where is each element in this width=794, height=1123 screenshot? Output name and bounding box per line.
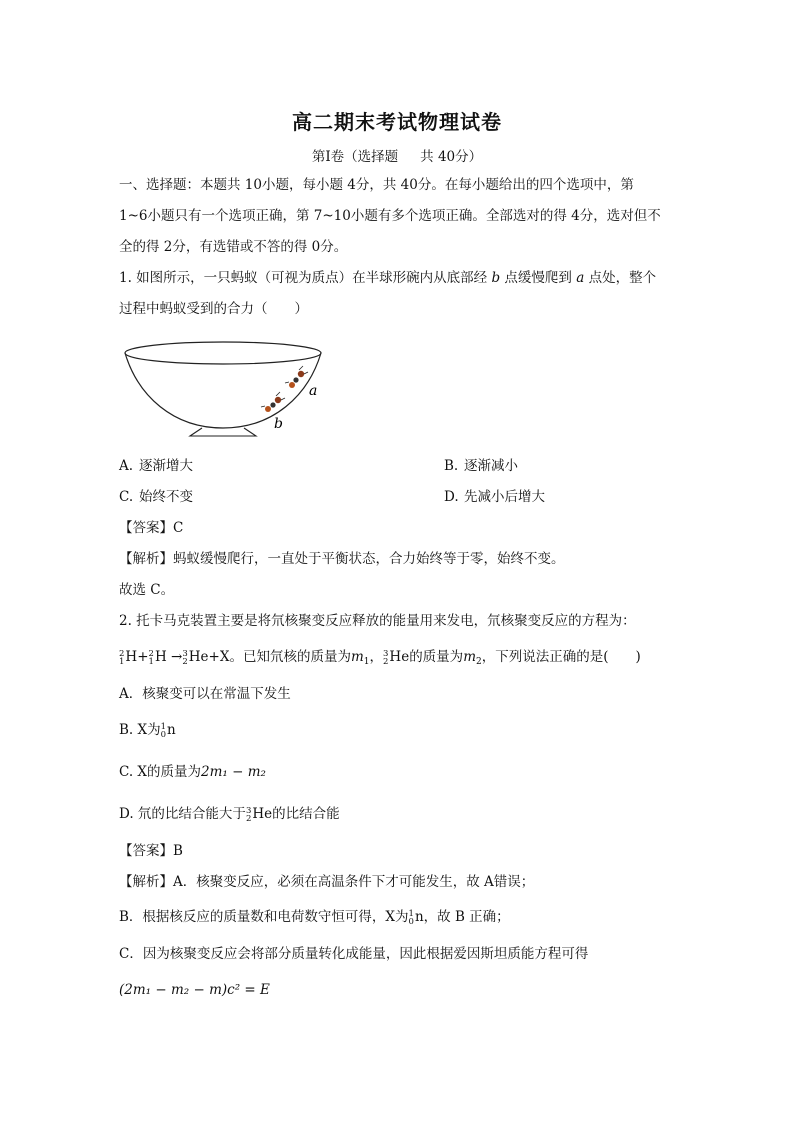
q1-stem-line2: 过程中蚂蚁受到的合力（ ）	[119, 301, 308, 317]
q1-answer: 【答案】C	[119, 520, 184, 536]
instructions-line: 1~6小题只有一个选项正确，第 7~10小题有多个选项正确。全部选对的得 4分，选对但不	[119, 208, 661, 224]
helium-nuclide: 3 2 He	[383, 648, 410, 667]
section-subtitle	[0, 145, 794, 165]
q1-analysis: 【解析】蚂蚁缓慢爬行，一直处于平衡状态，合力始终等于零，始终不变。	[119, 551, 565, 567]
helium-nuclide: 3 2 He	[245, 805, 273, 824]
label-a: a	[309, 383, 318, 399]
q2-stem: 2. 托卡马克装置主要是将氘核聚变反应释放的能量用来发电，氘核聚变反应的方程为：	[119, 613, 636, 629]
q2-option-b: B. X为 1 0 n	[119, 721, 176, 740]
neutron-nuclide: 1 0 n	[408, 908, 424, 927]
neutron-nuclide: 1 0 n	[160, 721, 176, 740]
q1-option-b: B. 逐渐减小	[444, 458, 518, 474]
instructions-line: 全的得 2分，有选错或不答的得 0分。	[119, 239, 348, 255]
subtitle-part2: 共 40分）	[420, 149, 483, 165]
subtitle-part1: 第Ⅰ卷（选择题	[311, 149, 399, 165]
q1-stem: 1. 如图所示，一只蚂蚁（可视为质点）在半球形碗内从底部经 b 点缓慢爬到 a 点处，整个	[119, 270, 657, 286]
helium-nuclide: 3 2 He	[182, 648, 209, 667]
q2-analysis-c: C．因为核聚变反应会将部分质量转化成能量，因此根据爱因斯坦质能方程可得	[119, 946, 589, 962]
instructions-line: 一、选择题：本题共 10小题，每小题 4分，共 40分。在每小题给出的四个选项中，第	[119, 177, 634, 193]
q2-analysis-a: 【解析】A．核聚变反应，必须在高温条件下才可能发生，故 A错误；	[119, 874, 535, 890]
ant-icon	[285, 366, 308, 388]
mass-energy-formula: (2m₁ − m₂ − m)c² = E	[119, 982, 270, 998]
deuterium-nuclide: 2 1 H	[148, 648, 167, 667]
deuterium-nuclide: 2 1 H	[119, 648, 138, 667]
q1-conclusion: 故选 C。	[119, 582, 175, 598]
q2-option-c: C. X的质量为2m₁ − m₂	[119, 764, 266, 780]
q2-option-a: A．核聚变可以在常温下发生	[119, 686, 291, 702]
q2-equation-line: 2 1 H+ 2 1 H → 3 2 He+X。已知氘核的质量为$m_1$， 3 2 He的质量为$m_2$，下列说法正确的是( )	[119, 648, 641, 667]
bowl-figure	[118, 336, 333, 442]
q2-answer: 【答案】B	[119, 843, 183, 859]
q2-analysis-b: B．根据核反应的质量数和电荷数守恒可得，X为 1 0 n，故 B 正确；	[119, 908, 510, 927]
page-title: 高二期末考试物理试卷	[292, 110, 502, 134]
q1-option-a: A. 逐渐增大	[119, 458, 193, 474]
q2-option-d: D. 氘的比结合能大于 3 2 He的比结合能	[119, 805, 340, 824]
q1-option-d: D. 先减小后增大	[444, 489, 545, 505]
q1-option-c: C. 始终不变	[119, 489, 193, 505]
label-b: b	[274, 416, 283, 432]
ant-icon	[261, 392, 285, 412]
